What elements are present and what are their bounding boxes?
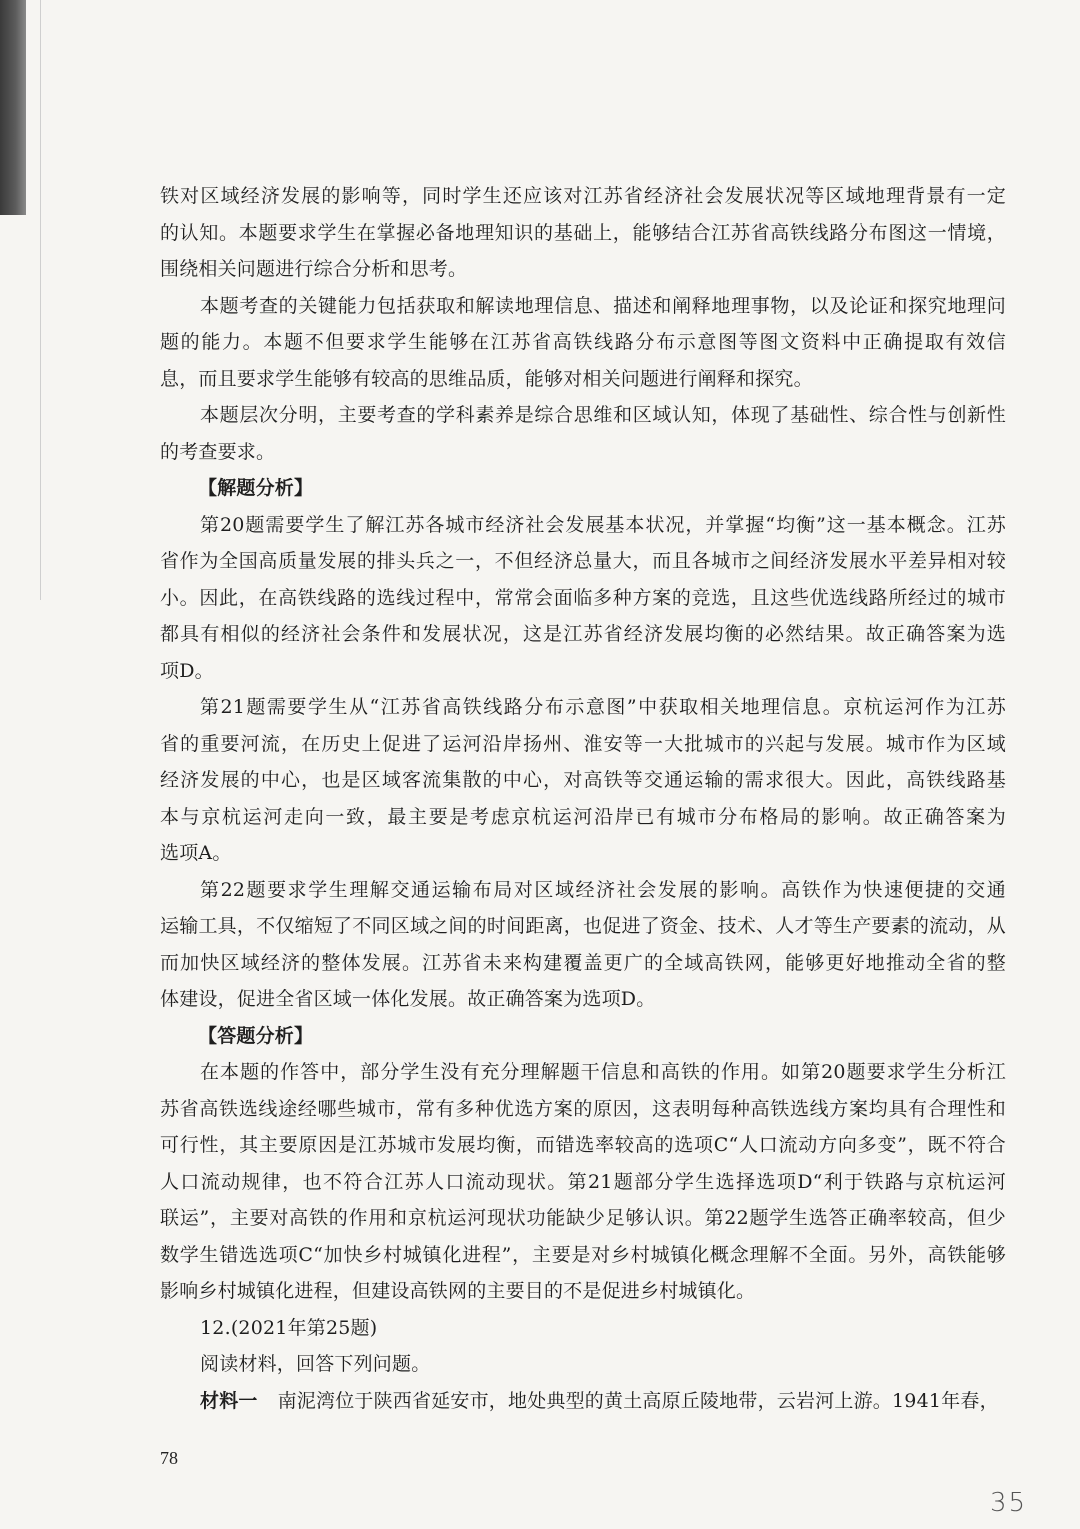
- text-line: 【解题分析】: [198, 477, 314, 499]
- text-line: 都具有相似的经济社会条件和发展状况，这是江苏省经济发展均衡的必然结果。故正确答案为选: [160, 623, 1006, 645]
- text-line: 人口流动规律，也不符合江苏人口流动现状。第21题部分学生选择选项D“利于铁路与京杭运河: [160, 1170, 1006, 1193]
- material-label: 材料一: [200, 1389, 258, 1412]
- text-line: 选项A。: [160, 842, 232, 864]
- scan-edge-shadow: [0, 0, 26, 215]
- text-line: 省的重要河流，在历史上促进了运河沿岸扬州、淮安等一大批城市的兴起与发展。城市作为区域: [160, 732, 1006, 755]
- text-line: 【答题分析】: [198, 1024, 314, 1047]
- text-line: 在本题的作答中，部分学生没有充分理解题干信息和高铁的作用。如第20题要求学生分析江: [200, 1061, 1006, 1083]
- text-line: 本题层次分明，主要考查的学科素养是综合思维和区域认知，体现了基础性、综合性与创新性: [200, 404, 1006, 426]
- paragraph: [160, 1054, 1006, 1310]
- text-line: 12.(2021年第25题): [200, 1316, 378, 1339]
- text-line: 息，而且要求学生能够有较高的思维品质，能够对相关问题进行阐释和探究。: [160, 367, 813, 390]
- text-line: 第21题需要学生从“江苏省高铁线路分布示意图”中获取相关地理信息。京杭运河作为江苏: [200, 696, 1006, 718]
- text-line: 影响乡村城镇化进程，但建设高铁网的主要目的不是促进乡村城镇化。: [160, 1280, 756, 1302]
- paragraph: [160, 288, 1006, 398]
- text-line: 题的能力。本题不但要求学生能够在江苏省高铁线路分布示意图等图文资料中正确提取有效信: [160, 331, 1006, 353]
- text-line: 而加快区域经济的整体发展。江苏省未来构建覆盖更广的全域高铁网，能够更好地推动全省的整: [160, 951, 1006, 974]
- text-line: 第22题要求学生理解交通运输布局对区域经济社会发展的影响。高铁作为快速便捷的交通: [200, 878, 1006, 901]
- text-line: 可行性，其主要原因是江苏城市发展均衡，而错选率较高的选项C“人口流动方向多变”，既不符合: [160, 1134, 1006, 1156]
- text-line: 阅读材料，回答下列问题。: [200, 1353, 431, 1375]
- material-text: 南泥湾位于陕西省延安市，地处典型的黄土高原丘陵地带，云岩河上游。1941年春，: [277, 1389, 999, 1412]
- page-body: [160, 178, 1006, 1419]
- section-heading: [160, 470, 1006, 507]
- text-line: 省作为全国高质量发展的排头兵之一，不但经济总量大，而且各城市之间经济发展水平差异相对较: [160, 550, 1006, 572]
- text-line: 的考查要求。: [160, 440, 276, 463]
- text-line: 铁对区域经济发展的影响等，同时学生还应该对江苏省经济社会发展状况等区域地理背景有一定: [160, 185, 1006, 207]
- text-line: 本与京杭运河走向一致，最主要是考虑京杭运河沿岸已有城市分布格局的影响。故正确答案为: [160, 805, 1006, 828]
- scan-page-number: 35: [990, 1488, 1028, 1518]
- material-line: [160, 1383, 1006, 1420]
- paragraph: [160, 397, 1006, 470]
- section-heading: [160, 1018, 1006, 1055]
- text-line: 体建设，促进全省区域一体化发展。故正确答案为选项D。: [160, 988, 656, 1010]
- text-line: 的认知。本题要求学生在掌握必备地理知识的基础上，能够结合江苏省高铁线路分布图这一情境，: [160, 221, 1006, 244]
- text-line: 围绕相关问题进行综合分析和思考。: [160, 258, 468, 280]
- text-line: 数学生错选选项C“加快乡村城镇化进程”，主要是对乡村城镇化概念理解不全面。另外，高铁能够: [160, 1243, 1006, 1266]
- text-line: 第20题需要学生了解江苏各城市经济社会发展基本状况，并掌握“均衡”这一基本概念。江苏: [200, 513, 1006, 536]
- paragraph: [160, 1346, 1006, 1383]
- text-line: 经济发展的中心，也是区域客流集散的中心，对高铁等交通运输的需求很大。因此，高铁线路基: [160, 769, 1006, 791]
- paragraph: [160, 1310, 1006, 1347]
- text-line: 苏省高铁选线途经哪些城市，常有多种优选方案的原因，这表明每种高铁选线方案均具有合理性和: [160, 1097, 1006, 1120]
- text-line: 联运”，主要对高铁的作用和京杭运河现状功能缺少足够认识。第22题学生选答正确率较高，但少: [160, 1207, 1006, 1229]
- paragraph: [160, 507, 1006, 690]
- page-number: 78: [160, 1448, 178, 1468]
- text-line: 小。因此，在高铁线路的选线过程中，常常会面临多种方案的竞选，且这些优选线路所经过的城市: [160, 586, 1006, 609]
- paragraph: [160, 872, 1006, 1018]
- text-line: 项D。: [160, 659, 214, 682]
- scan-fold-line: [40, 0, 41, 600]
- text-line: 本题考查的关键能力包括获取和解读地理信息、描述和阐释地理事物，以及论证和探究地理问: [200, 294, 1006, 317]
- text-line: 运输工具，不仅缩短了不同区域之间的时间距离，也促进了资金、技术、人才等生产要素的流动，从: [160, 915, 1006, 937]
- paragraph: [160, 178, 1006, 288]
- paragraph: [160, 689, 1006, 872]
